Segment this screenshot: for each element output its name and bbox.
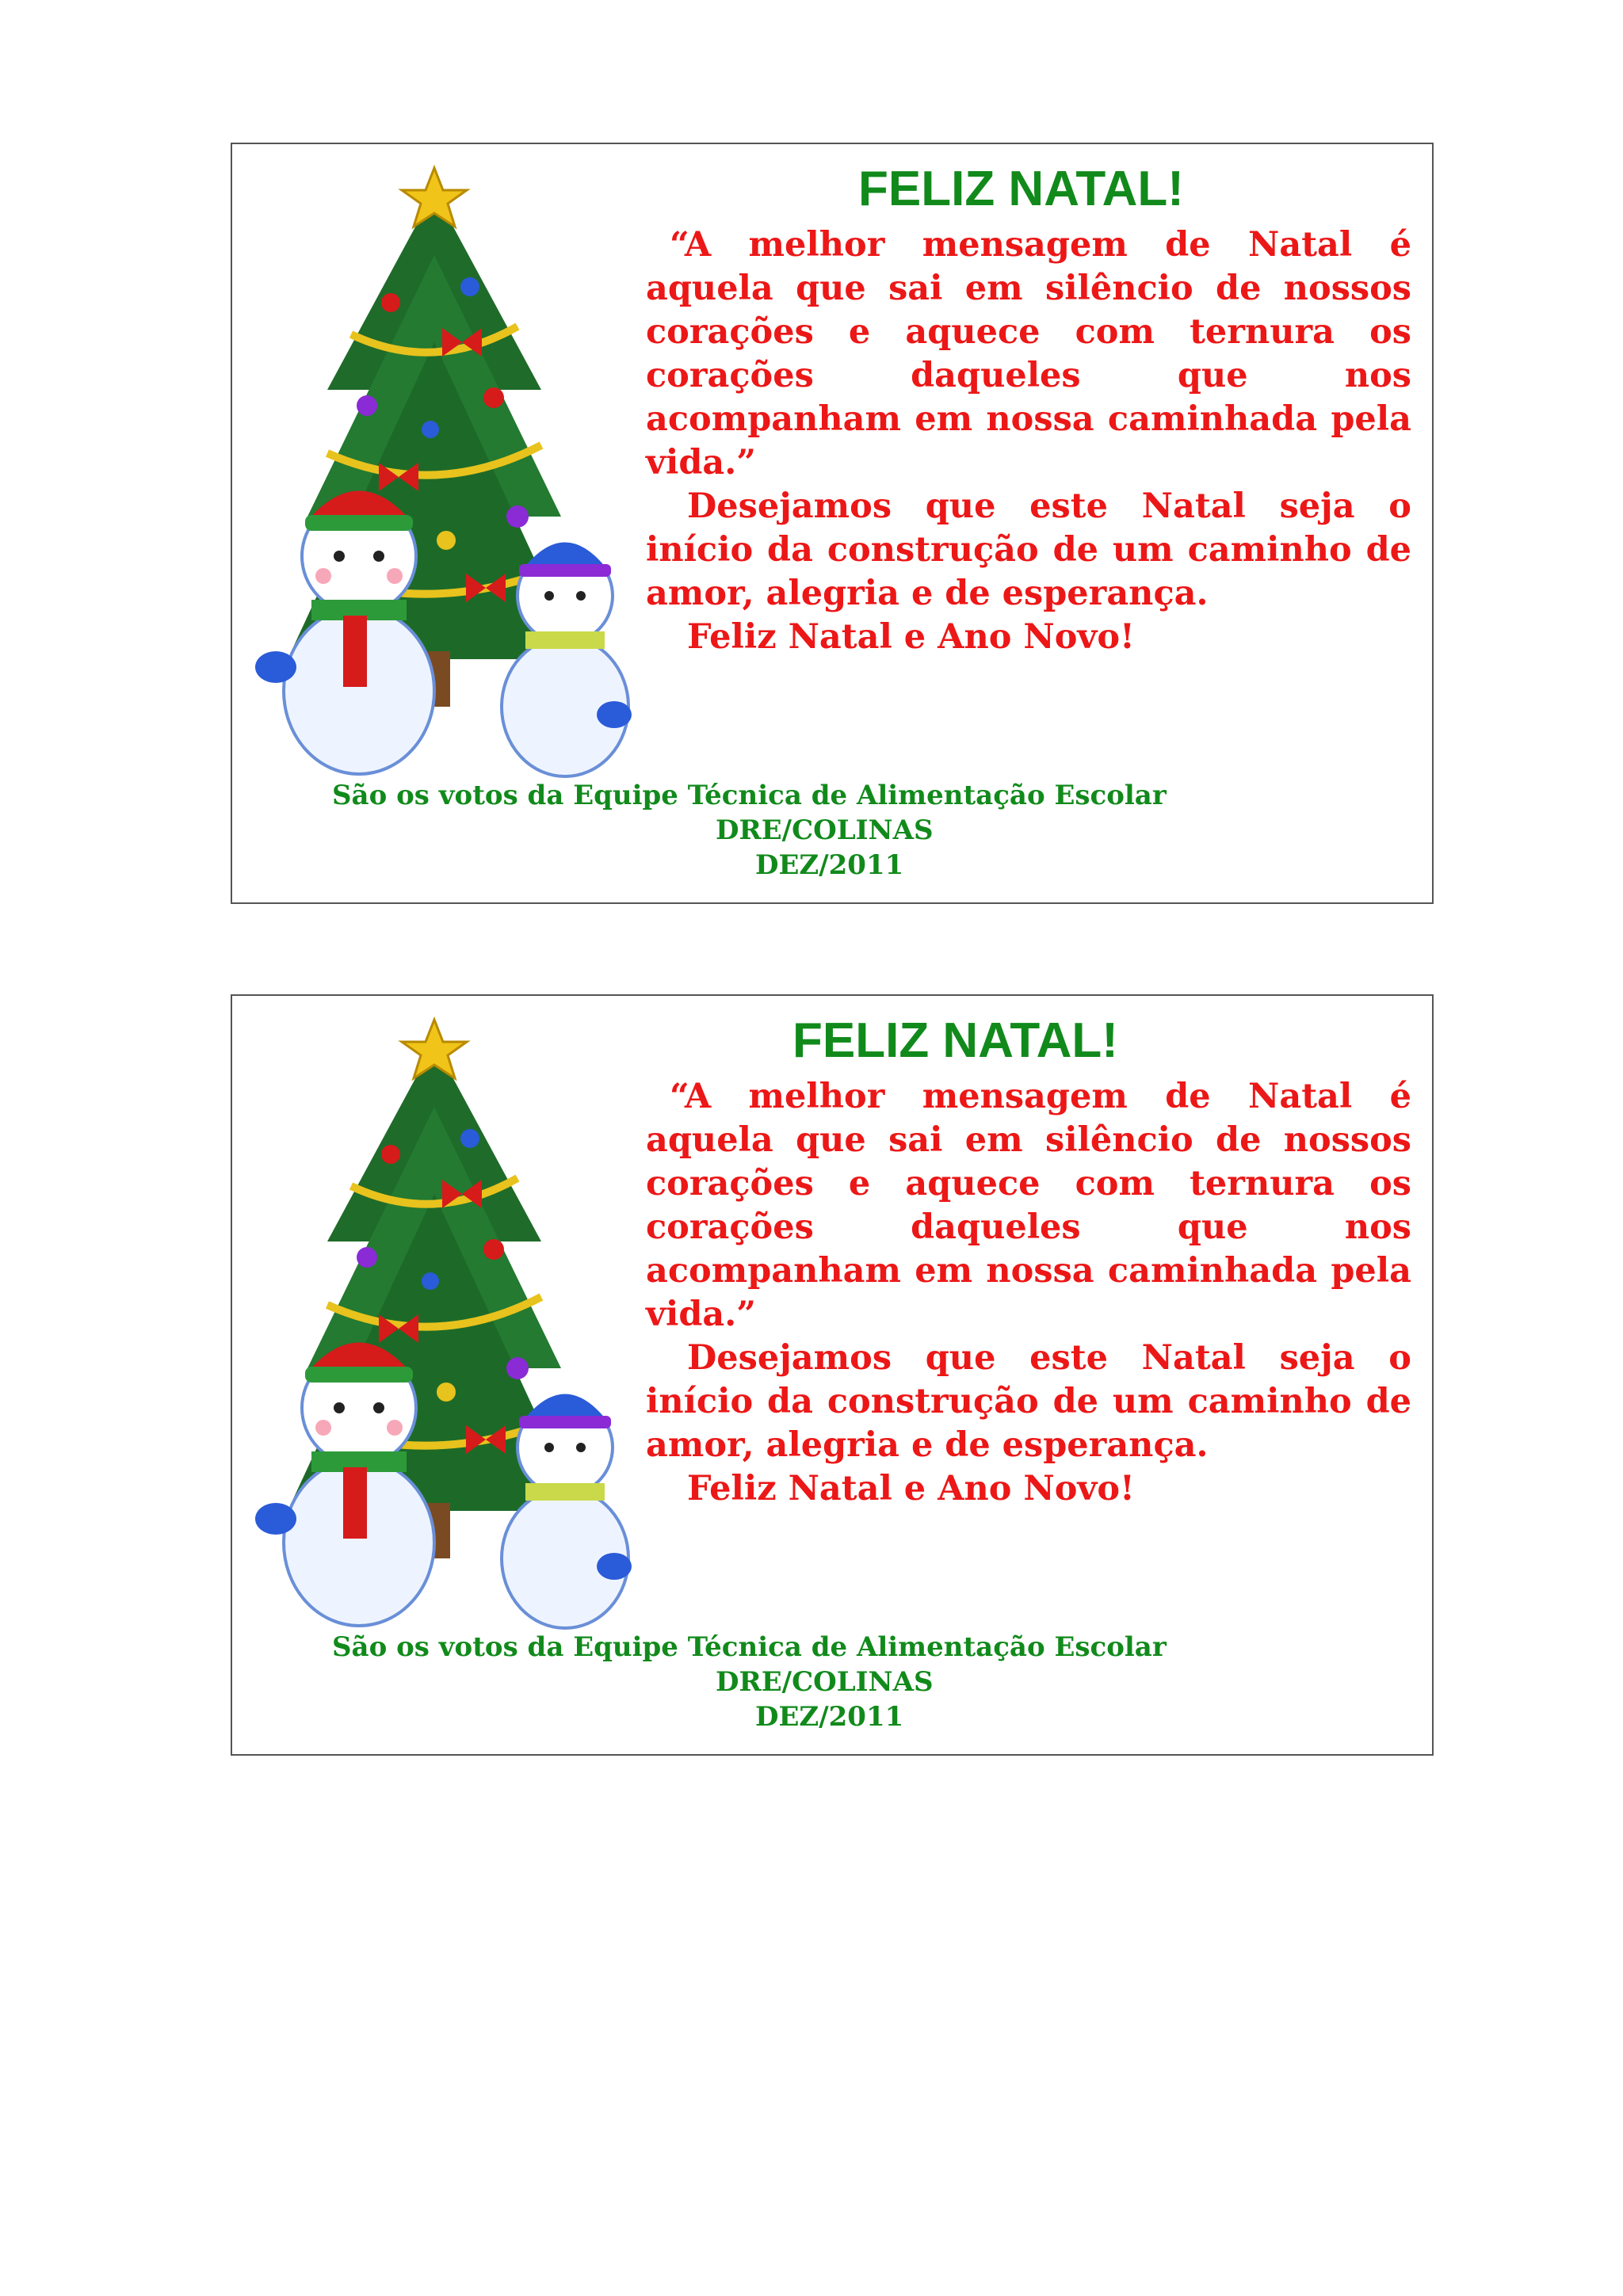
card-title: FELIZ NATAL! [858,162,1184,216]
christmas-tree-snowmen-illustration [232,996,660,1653]
christmas-tree-snowmen-illustration [232,144,660,802]
date-line: DEZ/2011 [755,849,904,881]
card-title: FELIZ NATAL! [792,1013,1118,1068]
christmas-quote: “A melhor mensagem de Natal é aquela que sai em silêncio de nossos corações e aquece com ternura os corações daqueles que nos acompanham em nossa caminhada pela vida.” [646,225,1411,482]
christmas-card [231,143,1434,904]
signature-line: São os votos da Equipe Técnica de Alimentação Escolar [332,1631,1167,1663]
christmas-card [231,994,1434,1756]
department-line: DRE/COLINAS [716,814,934,846]
snowman-icon [255,491,434,775]
snowman-icon [255,1343,434,1627]
date-line: DEZ/2011 [755,1701,904,1733]
card-message [646,1075,1411,1511]
christmas-quote: “A melhor mensagem de Natal é aquela que sai em silêncio de nossos corações e aquece com ternura os corações daqueles que nos acompanham em nossa caminhada pela vida.” [646,1077,1411,1334]
card-message [646,223,1411,659]
christmas-wish: Desejamos que este Natal seja o início da construção de um caminho de amor, alegria e de esperança. [646,486,1411,613]
signature-line: São os votos da Equipe Técnica de Alimentação Escolar [332,780,1167,811]
closing-greeting: Feliz Natal e Ano Novo! [687,1469,1135,1508]
snowman-icon [502,543,632,777]
closing-greeting: Feliz Natal e Ano Novo! [687,617,1135,657]
department-line: DRE/COLINAS [716,1666,934,1698]
christmas-wish: Desejamos que este Natal seja o início da construção de um caminho de amor, alegria e de esperança. [646,1338,1411,1465]
snowman-icon [502,1394,632,1629]
